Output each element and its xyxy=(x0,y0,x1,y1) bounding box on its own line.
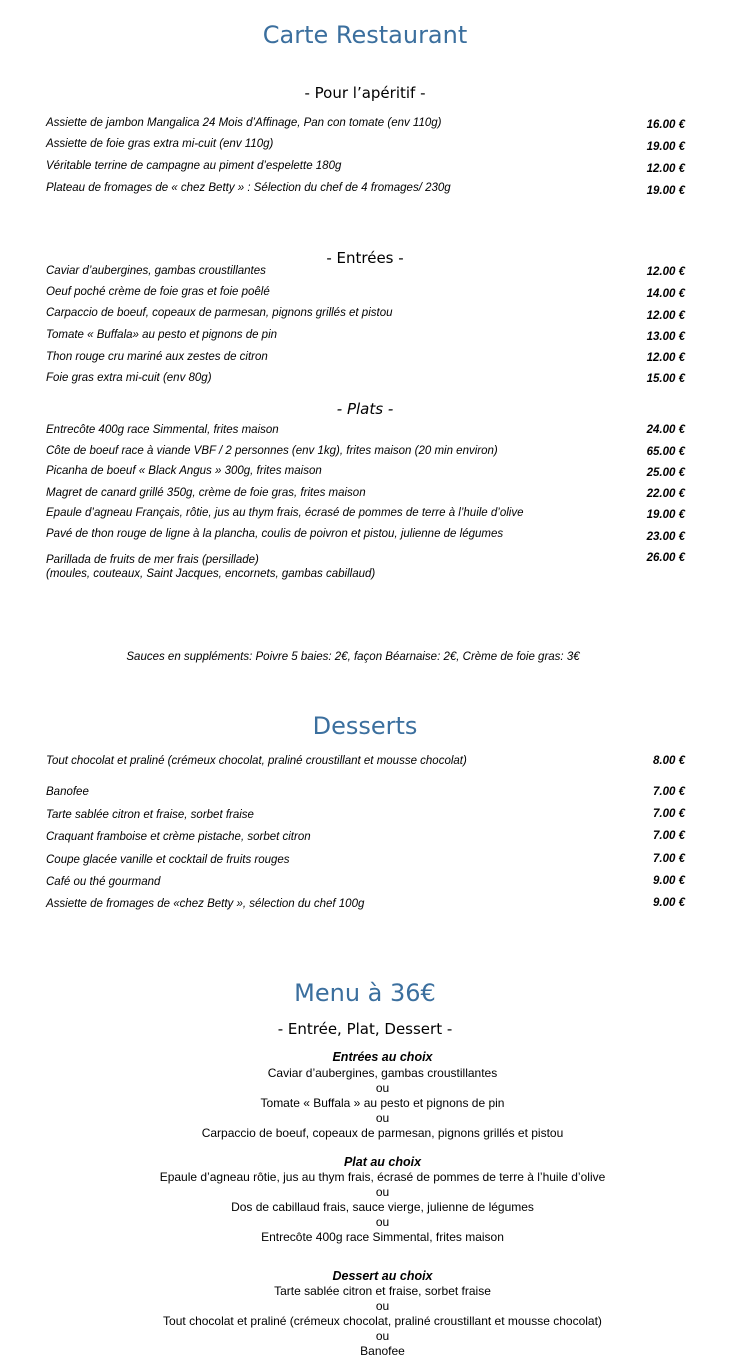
menu-or: ou xyxy=(375,1185,390,1199)
menu-item-price: 12.00 € xyxy=(646,163,685,175)
menu-choice: Epaule d’agneau rôtie, jus au thym frais, écrasé de pommes de terre à l’huile d’olive xyxy=(159,1170,606,1184)
menu-item-price: 19.00 € xyxy=(646,141,685,153)
menu-item-price: 7.00 € xyxy=(653,853,685,865)
menu-item-name: Coupe glacée vanille et cocktail de fruits rouges xyxy=(46,854,290,866)
menu-choice: Banofee xyxy=(360,1344,405,1358)
menu-item-name: Craquant framboise et crème pistache, sorbet citron xyxy=(46,831,311,843)
menu-item-name: Oeuf poché crème de foie gras et foie poêlé xyxy=(46,286,270,298)
page-title: Carte Restaurant xyxy=(262,21,468,49)
menu-choice: Caviar d’aubergines, gambas croustillantes xyxy=(267,1066,498,1080)
menu-item-price: 15.00 € xyxy=(646,373,685,385)
menu-item-name: Picanha de boeuf « Black Angus » 300g, frites maison xyxy=(46,465,322,477)
menu-item-name: Assiette de fromages de «chez Betty », sélection du chef 100g xyxy=(46,898,365,910)
menu-item-price: 16.00 € xyxy=(646,119,685,131)
menu-item-name: Caviar d’aubergines, gambas croustillantes xyxy=(46,265,266,277)
menu-plat-heading: Plat au choix xyxy=(343,1155,422,1169)
menu-item-price: 12.00 € xyxy=(646,266,685,278)
menu-choice: Carpaccio de boeuf, copeaux de parmesan, pignons grillés et pistou xyxy=(201,1126,564,1140)
menu-item-name: Côte de boeuf race à viande VBF / 2 personnes (env 1kg), frites maison (20 min environ) xyxy=(46,445,498,457)
sauces-note: Sauces en suppléments: Poivre 5 baies: 2€, façon Béarnaise: 2€, Crème de foie gras: 3€ xyxy=(126,651,580,663)
menu-entrees-heading: Entrées au choix xyxy=(332,1050,433,1064)
menu-item-price: 19.00 € xyxy=(646,185,685,197)
menu-item-price: 65.00 € xyxy=(646,446,685,458)
menu-item-price: 24.00 € xyxy=(646,424,685,436)
menu-choice: Tarte sablée citron et fraise, sorbet fraise xyxy=(274,1284,491,1298)
menu-item-name: Banofee xyxy=(46,786,89,798)
menu-item-name: Pavé de thon rouge de ligne à la plancha, coulis de poivron et pistou, julienne de légumes xyxy=(46,528,504,540)
menu-item-name: Epaule d’agneau Français, rôtie, jus au thym frais, écrasé de pommes de terre à l’huile d’olive xyxy=(46,507,524,519)
menu-choice: Tomate « Buffala » au pesto et pignons de pin xyxy=(260,1096,505,1110)
menu-item-price: 26.00 € xyxy=(646,552,685,564)
menu-item-price: 12.00 € xyxy=(646,352,685,364)
menu-choice: Entrecôte 400g race Simmental, frites maison xyxy=(261,1230,504,1244)
menu-item-name: Tomate « Buffala» au pesto et pignons de pin xyxy=(46,329,278,341)
menu-choice: Tout chocolat et praliné (crémeux chocolat, praliné croustillant et mousse chocolat) xyxy=(163,1314,602,1328)
menu-item-name: Foie gras extra mi-cuit (env 80g) xyxy=(46,372,212,384)
menu-item-name: Véritable terrine de campagne au piment d’espelette 180g xyxy=(46,160,342,172)
menu-item-price: 23.00 € xyxy=(646,531,685,543)
menu-item-name: Plateau de fromages de « chez Betty » : Sélection du chef de 4 fromages/ 230g xyxy=(46,182,451,194)
menu-item-name: Thon rouge cru mariné aux zestes de citron xyxy=(46,351,268,363)
menu-or: ou xyxy=(375,1081,390,1095)
menu-item-price: 12.00 € xyxy=(646,310,685,322)
menu-or: ou xyxy=(375,1215,390,1229)
menu-item-name: Entrecôte 400g race Simmental, frites maison xyxy=(46,424,279,436)
menu-item-name: Magret de canard grillé 350g, crème de foie gras, frites maison xyxy=(46,487,366,499)
menu-item-price: 7.00 € xyxy=(653,786,685,798)
menu-item-price: 19.00 € xyxy=(646,509,685,521)
menu-item-price: 25.00 € xyxy=(646,467,685,479)
desserts-title: Desserts xyxy=(312,712,418,740)
menu-item-price: 22.00 € xyxy=(646,488,685,500)
fixed-menu-title: Menu à 36€ xyxy=(294,979,436,1007)
menu-item-name: Parillada de fruits de mer frais (persillade) xyxy=(46,554,259,566)
menu-item-name: Assiette de foie gras extra mi-cuit (env 110g) xyxy=(46,138,274,150)
menu-or: ou xyxy=(375,1329,390,1343)
menu-item-name: Carpaccio de boeuf, copeaux de parmesan, pignons grillés et pistou xyxy=(46,307,393,319)
menu-item-price: 14.00 € xyxy=(646,288,685,300)
menu-or: ou xyxy=(375,1111,390,1125)
menu-item-price: 9.00 € xyxy=(653,897,685,909)
entrees-heading: - Entrées - xyxy=(326,249,404,267)
plats-heading: - Plats - xyxy=(336,400,394,418)
menu-item-name: Tout chocolat et praliné (crémeux chocolat, praliné croustillant et mousse chocolat) xyxy=(46,755,467,767)
menu-item-price: 13.00 € xyxy=(646,331,685,343)
menu-item-price: 9.00 € xyxy=(653,875,685,887)
menu-dessert-heading: Dessert au choix xyxy=(332,1269,433,1283)
menu-item-name: Café ou thé gourmand xyxy=(46,876,161,888)
menu-item-name: Tarte sablée citron et fraise, sorbet fraise xyxy=(46,809,254,821)
menu-item-price: 7.00 € xyxy=(653,830,685,842)
menu-item-price: 8.00 € xyxy=(653,755,685,767)
aperitif-heading: - Pour l’apéritif - xyxy=(304,84,426,102)
fixed-menu-subtitle: - Entrée, Plat, Dessert - xyxy=(277,1020,453,1038)
menu-choice: Dos de cabillaud frais, sauce vierge, julienne de légumes xyxy=(231,1200,534,1214)
menu-item-detail: (moules, couteaux, Saint Jacques, encornets, gambas cabillaud) xyxy=(46,568,376,580)
menu-item-name: Assiette de jambon Mangalica 24 Mois d’Affinage, Pan con tomate (env 110g) xyxy=(46,117,442,129)
menu-or: ou xyxy=(375,1299,390,1313)
menu-item-price: 7.00 € xyxy=(653,808,685,820)
